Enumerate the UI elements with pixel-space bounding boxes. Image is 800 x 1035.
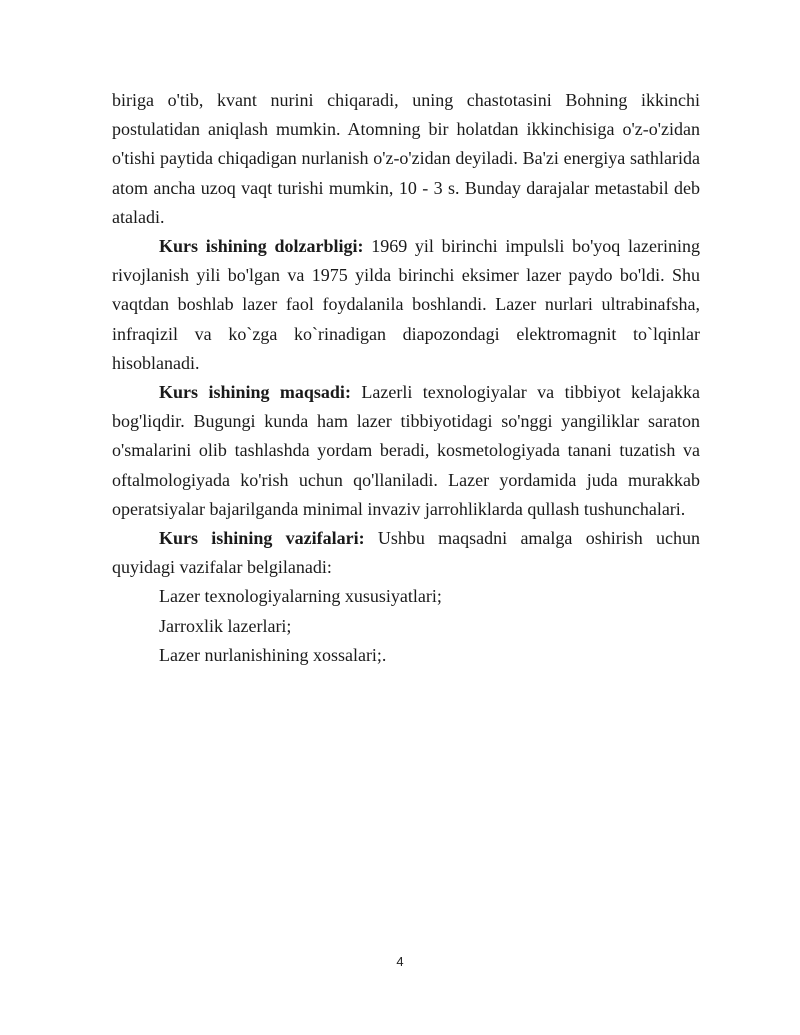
paragraph-intro-text: biriga o'tib, kvant nurini chiqaradi, uning chastotasini Bohning ikkinchi postulatidan aniqlash mumkin. Atomning bir holatdan ikkinchisiga o'z-o'zidan o'tishi paytida chiqadigan nurlanish o'z-o'zidan deyiladi. Ba'zi energiya sathlarida atom ancha uzoq vaqt turishi mumkin, 10 - 3 s. Bunday darajalar metastabil deb ataladi. xyxy=(112,90,700,227)
relevance-text: 1969 yil birinchi impulsli bo'yoq lazerining rivojlanish yili bo'lgan va 1975 yilda birinchi eksimer lazer paydo bo'ldi. Shu vaqtdan boshlab lazer faol foydalanila boshlandi. Lazer nurlari ultrabinafsha, infraqizil va ko`zga ko`rinadigan diapozondagi elektromagnit to`lqinlar hisoblanadi. xyxy=(112,236,700,373)
tasks-text: Ushbu maqsadni amalga oshirish uchun quyidagi vazifalar belgilanadi: xyxy=(112,528,700,578)
goal-text: Lazerli texnologiyalar va tibbiyot kelajakka bog'liqdir. Bugungi kunda ham lazer tibbiyotidagi so'nggi yangiliklar saraton o'smalarini olib tashlashda yordam beradi, kosmetologiyada tanani tuzatish va oftalmologiyada ko'rish uchun qo'llaniladi. Lazer yordamida juda murakkab operatsiyalar bajarilganda minimal invaziv jarrohliklarda qullash tushunchalari. xyxy=(112,382,700,519)
paragraph-relevance xyxy=(112,232,700,378)
tasks-heading: Kurs ishining vazifalari: xyxy=(159,528,365,549)
relevance-heading: Kurs ishining dolzarbligi: xyxy=(159,236,364,257)
task-item-3: Lazer nurlanishining xossalari;. xyxy=(159,644,387,665)
goal-heading: Kurs ishining maqsadi: xyxy=(159,382,351,403)
paragraph-goal xyxy=(112,378,700,524)
paragraph-tasks xyxy=(112,524,700,582)
task-item-1: Lazer texnologiyalarning xususiyatlari; xyxy=(159,586,442,607)
page-number: 4 xyxy=(396,954,404,969)
task-item-2: Jarroxlik lazerlari; xyxy=(159,615,292,636)
paragraph-intro xyxy=(112,86,700,232)
document-page xyxy=(112,86,700,670)
